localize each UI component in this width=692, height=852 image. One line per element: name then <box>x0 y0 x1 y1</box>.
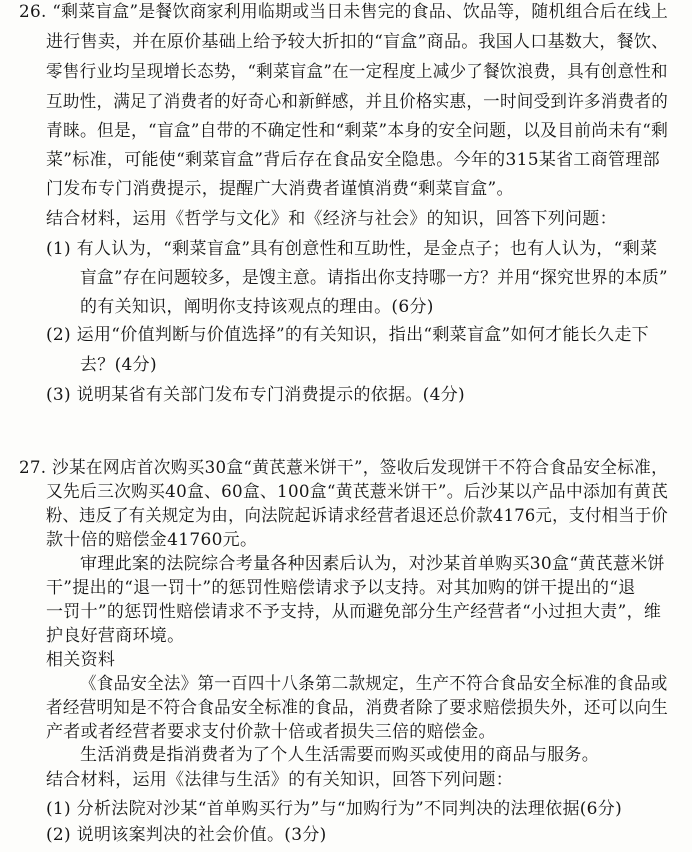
q27-line: 27. 沙某在网店首次购买30盒“黄芪薏米饼干”，签收后发现饼干不符合食品安全标准， <box>19 458 669 478</box>
q27-line: 产者或者经营者要求支付价款十倍或者损失三倍的赔偿金。 <box>46 722 496 742</box>
q27-subquestion-2: (2) 说明该案判决的社会价值。(3分) <box>46 825 327 845</box>
q26-subquestion-1: (1) 有人认为，“剩菜盲盒”具有创意性和互助性，是金点子；也有人认为，“剩菜 <box>46 239 658 259</box>
q27-line: 一罚十”的惩罚性赔偿请求不予支持，从而避免部分生产经营者“小过担大责”，维 <box>46 602 662 622</box>
q26-line: 26. “剩菜盲盒”是餐饮商家利用临期或当日未售完的食品、饮品等，随机组合后在线上 <box>19 2 669 22</box>
q27-line: 粉、违反了有关规定为由，向法院起诉请求经营者退还总价款4176元，支付相当于价 <box>46 506 668 526</box>
q27-line: 干”提出的“退一罚十”的惩罚性赔偿请求予以支持。对其加购的饼干提出的“退 <box>46 578 636 598</box>
q27-related-material-heading: 相关资料 <box>46 650 116 670</box>
q26-line: 菜”标准，可能使“剩菜盲盒”背后存在食品安全隐患。今年的315某省工商管理部 <box>46 150 660 170</box>
q27-line: 者经营明知是不符合食品安全标准的食品，消费者除了要求赔偿损失外，还可以向生 <box>46 698 669 718</box>
q26-line: 零售行业均呈现增长态势，“剩菜盲盒”在一定程度上减少了餐饮浪费，具有创意性和 <box>46 62 668 82</box>
q26-line: 门发布专门消费提示，提醒广大消费者谨慎消费“剩菜盲盒”。 <box>46 179 514 199</box>
q27-line: 款十倍的赔偿金41760元。 <box>46 530 258 550</box>
q26-subquestion-2-cont: 去？(4分) <box>80 355 157 375</box>
q27-line: 审理此案的法院综合考量各种因素后认为，对沙某首单购买30盒“黄芪薏米饼 <box>80 554 665 574</box>
q26-instruction: 结合材料，运用《哲学与文化》和《经济与社会》的知识，回答下列问题： <box>46 209 617 229</box>
q26-line: 青睐。但是，“盲盒”自带的不确定性和“剩菜”本身的安全问题，以及目前尚未有“剩 <box>46 121 669 141</box>
q27-subquestion-1: (1) 分析法院对沙某“首单购买行为”与“加购行为”不同判决的法理依据(6分) <box>46 799 623 819</box>
q26-subquestion-1-cont: 的有关知识，阐明你支持该观点的理由。(6分) <box>80 297 434 317</box>
q27-line: 护良好营商环境。 <box>46 626 185 646</box>
q27-instruction: 结合材料，运用《法律与生活》的有关知识，回答下列问题： <box>46 770 514 790</box>
q26-subquestion-2: (2) 运用“价值判断与价值选择”的有关知识，指出“剩菜盲盒”如何才能长久走下 <box>46 325 649 345</box>
q26-subquestion-3: (3) 说明某省有关部门发布专门消费提示的依据。(4分) <box>46 385 465 405</box>
q26-line: 互助性，满足了消费者的好奇心和新鲜感，并且价格实惠，一时间受到许多消费者的 <box>46 92 669 112</box>
q27-line: 生活消费是指消费者为了个人生活需要而购买或使用的商品与服务。 <box>80 745 599 765</box>
q27-line: 又先后三次购买40盒、60盒、100盒“黄芪薏米饼干”。后沙某以产品中添加有黄芪 <box>46 482 669 502</box>
q26-line: 进行售卖，并在原价基础上给予较大折扣的“盲盒”商品。我国人口基数大，餐饮、 <box>46 32 669 52</box>
q27-line: 《食品安全法》第一百四十八条第二款规定，生产不符合食品安全标准的食品或 <box>80 674 668 694</box>
q26-subquestion-1-cont: 盲盒”存在问题较多，是馊主意。请指出你支持哪一方？并用“探究世界的本质” <box>80 268 668 288</box>
